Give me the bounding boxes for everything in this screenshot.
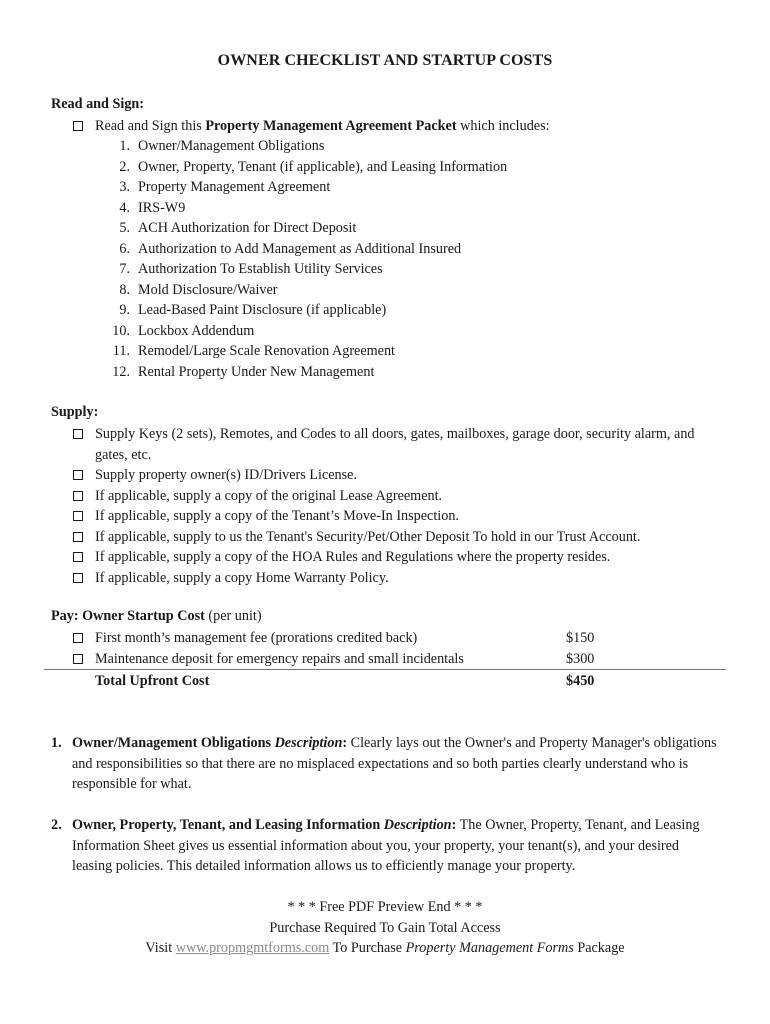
description-number: 2. xyxy=(51,817,62,833)
cost-amount: $150 xyxy=(566,630,595,646)
cost-label: First month’s management fee (prorations credited back) xyxy=(95,630,418,646)
packet-contents-list xyxy=(104,136,507,382)
list-number: 7. xyxy=(119,261,130,277)
total-amount: $450 xyxy=(566,673,595,689)
cost-row xyxy=(73,649,693,670)
packet-name: Property Management Agreement Packet xyxy=(205,118,457,134)
list-item xyxy=(104,280,507,301)
supply-item xyxy=(73,547,722,568)
supply-text: If applicable, supply a copy Home Warranty Policy. xyxy=(95,569,389,586)
preview-end-notice: * * * Free PDF Preview End * * * xyxy=(287,899,483,915)
supply-text: Supply Keys (2 sets), Remotes, and Codes to all doors, gates, mailboxes, garage door, security alarm, and gates, etc. xyxy=(95,426,695,463)
checkbox[interactable] xyxy=(73,633,83,643)
supply-item xyxy=(73,465,722,486)
description-item xyxy=(51,733,721,795)
supply-item xyxy=(73,527,722,548)
checkbox[interactable] xyxy=(73,552,83,562)
list-item xyxy=(104,362,507,383)
list-number: 3. xyxy=(119,179,130,195)
list-number: 8. xyxy=(119,281,130,298)
checkbox[interactable] xyxy=(73,121,83,131)
list-text: Property Management Agreement xyxy=(138,179,331,195)
read-sign-suffix: which includes: xyxy=(456,118,550,134)
description-title: Owner/Management Obligations xyxy=(72,735,275,751)
supply-item xyxy=(73,424,722,465)
list-text: Authorization to Add Management as Additional Insured xyxy=(138,240,462,257)
visit-end-text: Package xyxy=(573,940,625,956)
supply-item xyxy=(73,506,722,527)
pay-heading-rest: (per unit) xyxy=(204,608,262,624)
list-item xyxy=(104,177,507,198)
read-sign-item xyxy=(73,116,722,137)
supply-text: If applicable, supply a copy of the original Lease Agreement. xyxy=(95,487,443,504)
supply-item xyxy=(73,486,722,507)
checkbox[interactable] xyxy=(73,573,83,583)
description-label: Description xyxy=(383,817,452,833)
checkbox[interactable] xyxy=(73,429,83,439)
description-title: Owner, Property, Tenant, and Leasing Information xyxy=(72,817,384,833)
description-label: Description xyxy=(274,735,343,751)
supply-text: Supply property owner(s) ID/Drivers License. xyxy=(95,467,358,483)
cost-row xyxy=(73,628,693,649)
website-link[interactable]: www.propmgmtforms.com xyxy=(175,940,330,956)
list-item xyxy=(104,157,507,178)
list-number: 4. xyxy=(119,199,130,216)
visit-mid-text: To Purchase xyxy=(329,940,406,956)
pay-heading-bold: Pay: Owner Startup Cost xyxy=(51,608,205,624)
checkbox[interactable] xyxy=(73,511,83,521)
description-colon: : xyxy=(342,735,348,751)
purchase-notice: Purchase Required To Gain Total Access xyxy=(269,919,501,936)
list-number: 10. xyxy=(112,322,130,339)
list-text: Rental Property Under New Management xyxy=(138,363,375,380)
list-number: 12. xyxy=(112,363,130,380)
supply-text: If applicable, supply a copy of the HOA Rules and Regulations where the property resides. xyxy=(95,549,611,565)
list-text: ACH Authorization for Direct Deposit xyxy=(138,220,357,236)
cost-amount: $300 xyxy=(566,650,595,667)
description-colon: : xyxy=(451,817,457,833)
list-item xyxy=(104,136,507,157)
page-title: OWNER CHECKLIST AND STARTUP COSTS xyxy=(217,52,553,69)
list-number: 6. xyxy=(119,240,130,257)
list-number: 5. xyxy=(119,220,130,236)
checkbox[interactable] xyxy=(73,491,83,501)
description-number: 1. xyxy=(51,735,62,751)
list-text: IRS-W9 xyxy=(138,199,186,216)
list-text: Lead-Based Paint Disclosure (if applicable) xyxy=(138,302,387,318)
total-divider xyxy=(44,669,726,670)
cost-label: Maintenance deposit for emergency repairs and small incidentals xyxy=(95,650,464,667)
total-row xyxy=(73,671,693,692)
visit-text: Visit xyxy=(145,940,176,956)
list-number: 1. xyxy=(119,138,130,154)
list-item xyxy=(104,321,507,342)
list-text: Owner/Management Obligations xyxy=(138,138,325,154)
list-text: Mold Disclosure/Waiver xyxy=(138,281,278,298)
checkbox[interactable] xyxy=(73,532,83,542)
pay-heading xyxy=(51,608,262,625)
description-item xyxy=(51,815,721,877)
read-sign-prefix: Read and Sign this xyxy=(95,118,206,134)
checkbox[interactable] xyxy=(73,470,83,480)
product-name: Property Management Forms xyxy=(405,940,574,956)
supply-item xyxy=(73,568,722,589)
list-item xyxy=(104,198,507,219)
description-text: Clearly lays out the Owner's and Property Manager's obligations and responsibilities so that there are no misplaced expectations and so both parties clearly understand who is responsible for what. xyxy=(72,735,717,792)
list-text: Owner, Property, Tenant (if applicable), and Leasing Information xyxy=(138,158,508,175)
description-text: The Owner, Property, Tenant, and Leasing Information Sheet gives us essential information about you, your property, your tenant(s), and your desired leasing policies. This detailed information allows us to efficiently manage your property. xyxy=(72,817,700,874)
list-item xyxy=(104,259,507,280)
list-text: Lockbox Addendum xyxy=(138,322,255,339)
total-label: Total Upfront Cost xyxy=(95,673,210,689)
list-number: 2. xyxy=(119,158,130,175)
list-item xyxy=(104,341,507,362)
list-number: 11. xyxy=(112,343,130,359)
supply-text: If applicable, supply a copy of the Tenant’s Move-In Inspection. xyxy=(95,508,459,524)
supply-text: If applicable, supply to us the Tenant's Security/Pet/Other Deposit To hold in our Trust Account. xyxy=(95,528,641,545)
visit-line xyxy=(0,938,770,959)
list-text: Remodel/Large Scale Renovation Agreement xyxy=(138,343,396,359)
supply-heading: Supply: xyxy=(51,404,99,420)
list-item xyxy=(104,218,507,239)
checkbox[interactable] xyxy=(73,654,83,664)
read-sign-heading: Read and Sign: xyxy=(51,96,145,112)
list-number: 9. xyxy=(119,302,130,318)
list-item xyxy=(104,239,507,260)
list-text: Authorization To Establish Utility Services xyxy=(138,261,383,277)
list-item xyxy=(104,300,507,321)
